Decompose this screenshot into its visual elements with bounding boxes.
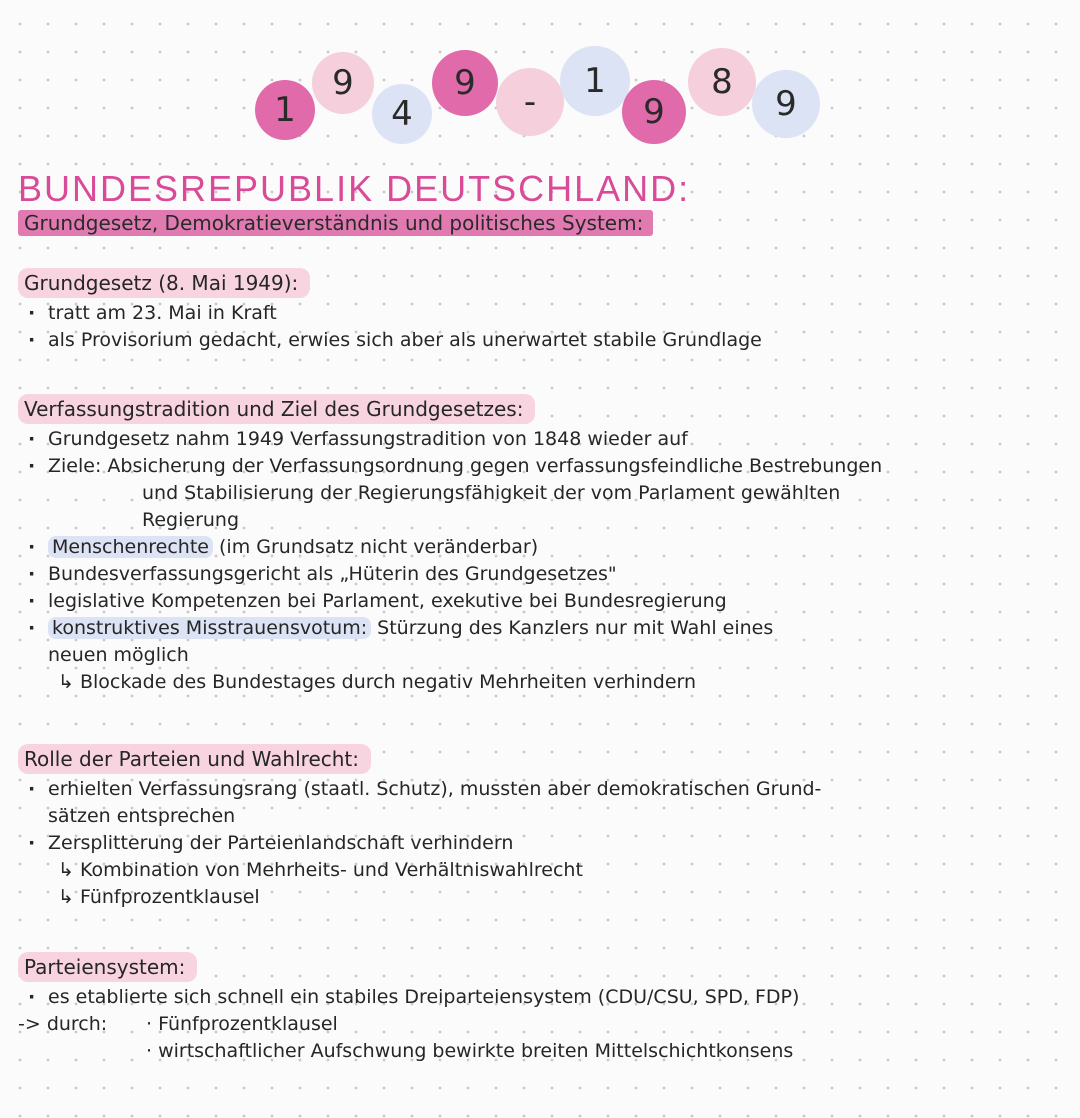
- year-digit: 9: [622, 80, 686, 144]
- bullet-list: [18, 300, 1066, 354]
- bullet-list: [18, 426, 1066, 669]
- list-item: · Grundgesetz nahm 1949 Verfassungstradition von 1848 wieder auf: [18, 426, 1066, 453]
- list-item: · tratt am 23. Mai in Kraft: [18, 300, 1066, 327]
- list-item: · als Provisorium gedacht, erwies sich aber als unerwartet stabile Grundlage: [18, 327, 1066, 354]
- list-item: · Zersplitterung der Parteienlandschaft verhindern: [18, 830, 1066, 857]
- highlight-term: Menschenrechte: [48, 536, 213, 558]
- page-title: BUNDESREPUBLIK DEUTSCHLAND:: [18, 168, 691, 209]
- list-text-continued: und Stabilisierung der Regierungsfähigkeit der vom Parlament gewählten: [142, 482, 841, 504]
- year-digit: -: [496, 68, 564, 136]
- list-text: Stürzung des Kanzlers nur mit Wahl eines: [377, 617, 774, 639]
- year-digit: 9: [312, 52, 374, 114]
- list-text: (im Grundsatz nicht veränderbar): [219, 536, 539, 558]
- section-heading: Parteiensystem:: [18, 952, 197, 982]
- bullet-list: [18, 984, 1066, 1011]
- section-verfassungstradition: [18, 394, 1066, 696]
- year-digit: 8: [688, 48, 756, 116]
- year-digit: 4: [372, 84, 432, 144]
- list-item: · legislative Kompetenzen bei Parlament, exekutive bei Bundesregierung: [18, 588, 1066, 615]
- list-text-continued: sätzen entsprechen: [48, 805, 236, 827]
- year-banner: [0, 0, 1080, 150]
- list-item: [18, 534, 1066, 561]
- list-text-continued: Regierung: [142, 509, 240, 531]
- list-item: [18, 453, 1066, 534]
- list-text: erhielten Verfassungsrang (staatl. Schutz), mussten aber demokratischen Grund-: [48, 778, 822, 800]
- highlight-term: konstruktives Misstrauensvotum:: [48, 617, 371, 639]
- arrow-note: ↳ Fünfprozentklausel: [58, 886, 260, 908]
- reason-item: · wirtschaftlicher Aufschwung bewirkte breiten Mittelschichtkonsens: [146, 1040, 794, 1062]
- section-heading: Verfassungstradition und Ziel des Grundgesetzes:: [18, 394, 535, 424]
- section-grundgesetz: [18, 268, 1066, 354]
- year-digit: 1: [255, 80, 315, 140]
- section-parteien-wahlrecht: [18, 744, 1066, 911]
- bullet-list: [18, 776, 1066, 857]
- reason-item: · Fünfprozentklausel: [146, 1013, 338, 1035]
- year-digit: 1: [560, 46, 630, 116]
- list-item: · Bundesverfassungsgericht als „Hüterin des Grundgesetzes": [18, 561, 1066, 588]
- list-item: [18, 776, 1066, 830]
- list-text: Ziele: Absicherung der Verfassungsordnung gegen verfassungsfeindliche Bestrebungen: [48, 455, 883, 477]
- reason-label: -> durch:: [18, 1013, 108, 1035]
- list-item-continued: neuen möglich: [48, 644, 189, 666]
- arrow-note: ↳ Blockade des Bundestages durch negativ Mehrheiten verhindern: [58, 671, 697, 693]
- year-digit: 9: [752, 70, 820, 138]
- list-item: [18, 615, 1066, 642]
- list-item: · es etablierte sich schnell ein stabiles Dreiparteiensystem (CDU/CSU, SPD, FDP): [18, 984, 1066, 1011]
- arrow-note: ↳ Kombination von Mehrheits- und Verhältniswahlrecht: [58, 859, 583, 881]
- section-parteiensystem: [18, 952, 1066, 1065]
- section-heading: Grundgesetz (8. Mai 1949):: [18, 268, 310, 298]
- section-heading: Rolle der Parteien und Wahlrecht:: [18, 744, 371, 774]
- reason-row: [18, 1011, 1066, 1038]
- year-digit: 9: [432, 50, 498, 116]
- page-subtitle: Grundgesetz, Demokratieverständnis und politisches System:: [18, 210, 653, 236]
